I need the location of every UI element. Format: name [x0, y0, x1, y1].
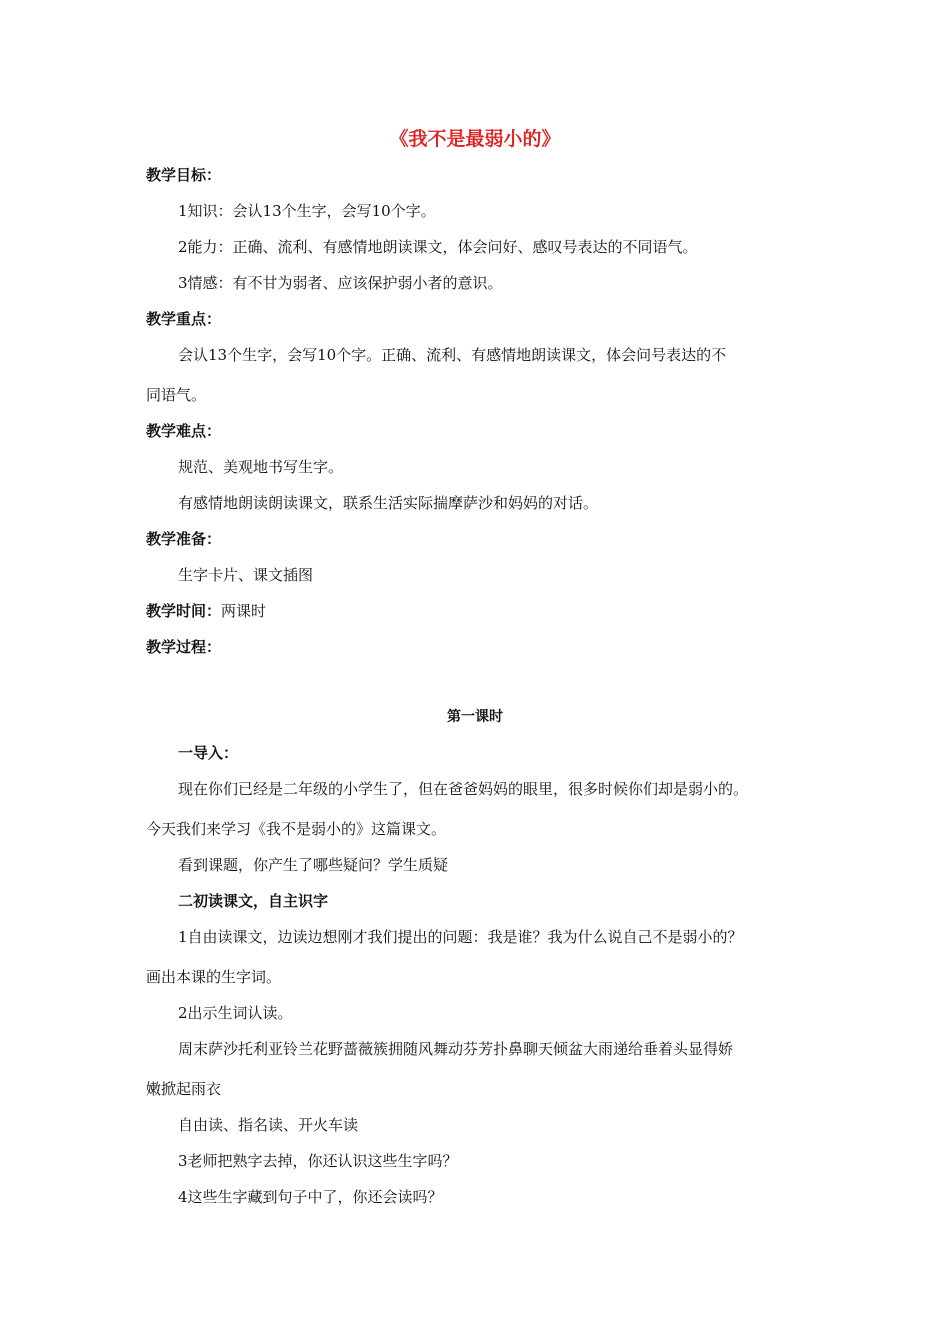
reading-step-1-cont: 画出本课的生字词。 [146, 968, 282, 986]
difficulty-item: 有感情地朗读朗读课文，联系生活实际揣摩萨沙和妈妈的对话。 [178, 494, 599, 512]
intro-heading: 一导入： [178, 744, 239, 762]
time-line [146, 600, 266, 621]
reading-step-3: 3老师把熟字去掉，你还认识这些生字吗？ [178, 1152, 458, 1170]
objectives-heading: 教学目标： [146, 166, 222, 184]
reading-step-1: 1自由读课文，边读边想刚才我们提出的问题：我是谁？我为什么说自己不是弱小的？ [178, 928, 743, 946]
objective-item: 2能力：正确、流利、有感情地朗读课文，体会问好、感叹号表达的不同语气。 [178, 238, 698, 256]
intro-text-cont: 今天我们来学习《我不是弱小的》这篇课文。 [146, 820, 447, 838]
reading-step-4: 4这些生字藏到句子中了，你还会读吗？ [178, 1188, 443, 1206]
key-points-text-cont: 同语气。 [146, 386, 207, 404]
objective-item: 3情感：有不甘为弱者、应该保护弱小者的意识。 [178, 274, 503, 292]
vocabulary-words-cont: 嫩掀起雨衣 [146, 1080, 222, 1098]
vocabulary-words: 周末萨沙托利亚铃兰花野蔷薇簇拥随风舞动芬芳扑鼻聊天倾盆大雨递给垂着头显得娇 [178, 1040, 734, 1058]
preparation-text: 生字卡片、课文插图 [178, 566, 314, 584]
preparation-heading: 教学准备： [146, 530, 222, 548]
intro-text: 现在你们已经是二年级的小学生了，但在爸爸妈妈的眼里，很多时候你们却是弱小的。 [178, 780, 749, 798]
time-text: 两课时 [221, 602, 267, 620]
process-heading: 教学过程： [146, 638, 222, 656]
key-points-text: 会认13个生字，会写10个字。正确、流利、有感情地朗读课文，体会问号表达的不 [178, 346, 727, 364]
reading-methods: 自由读、指名读、开火车读 [178, 1116, 359, 1134]
lesson1-heading: 第一课时 [447, 709, 503, 725]
intro-question: 看到课题，你产生了哪些疑问？学生质疑 [178, 856, 449, 874]
objective-item: 1知识：会认13个生字，会写10个字。 [178, 202, 436, 220]
first-reading-heading: 二初读课文，自主识字 [178, 892, 329, 910]
difficulty-item: 规范、美观地书写生字。 [178, 458, 344, 476]
reading-step-2: 2出示生词认读。 [178, 1004, 293, 1022]
time-heading: 教学时间： [146, 602, 222, 620]
key-points-heading: 教学重点： [146, 310, 222, 328]
document-title: 《我不是最弱小的》 [389, 128, 561, 150]
difficulties-heading: 教学难点： [146, 422, 222, 440]
